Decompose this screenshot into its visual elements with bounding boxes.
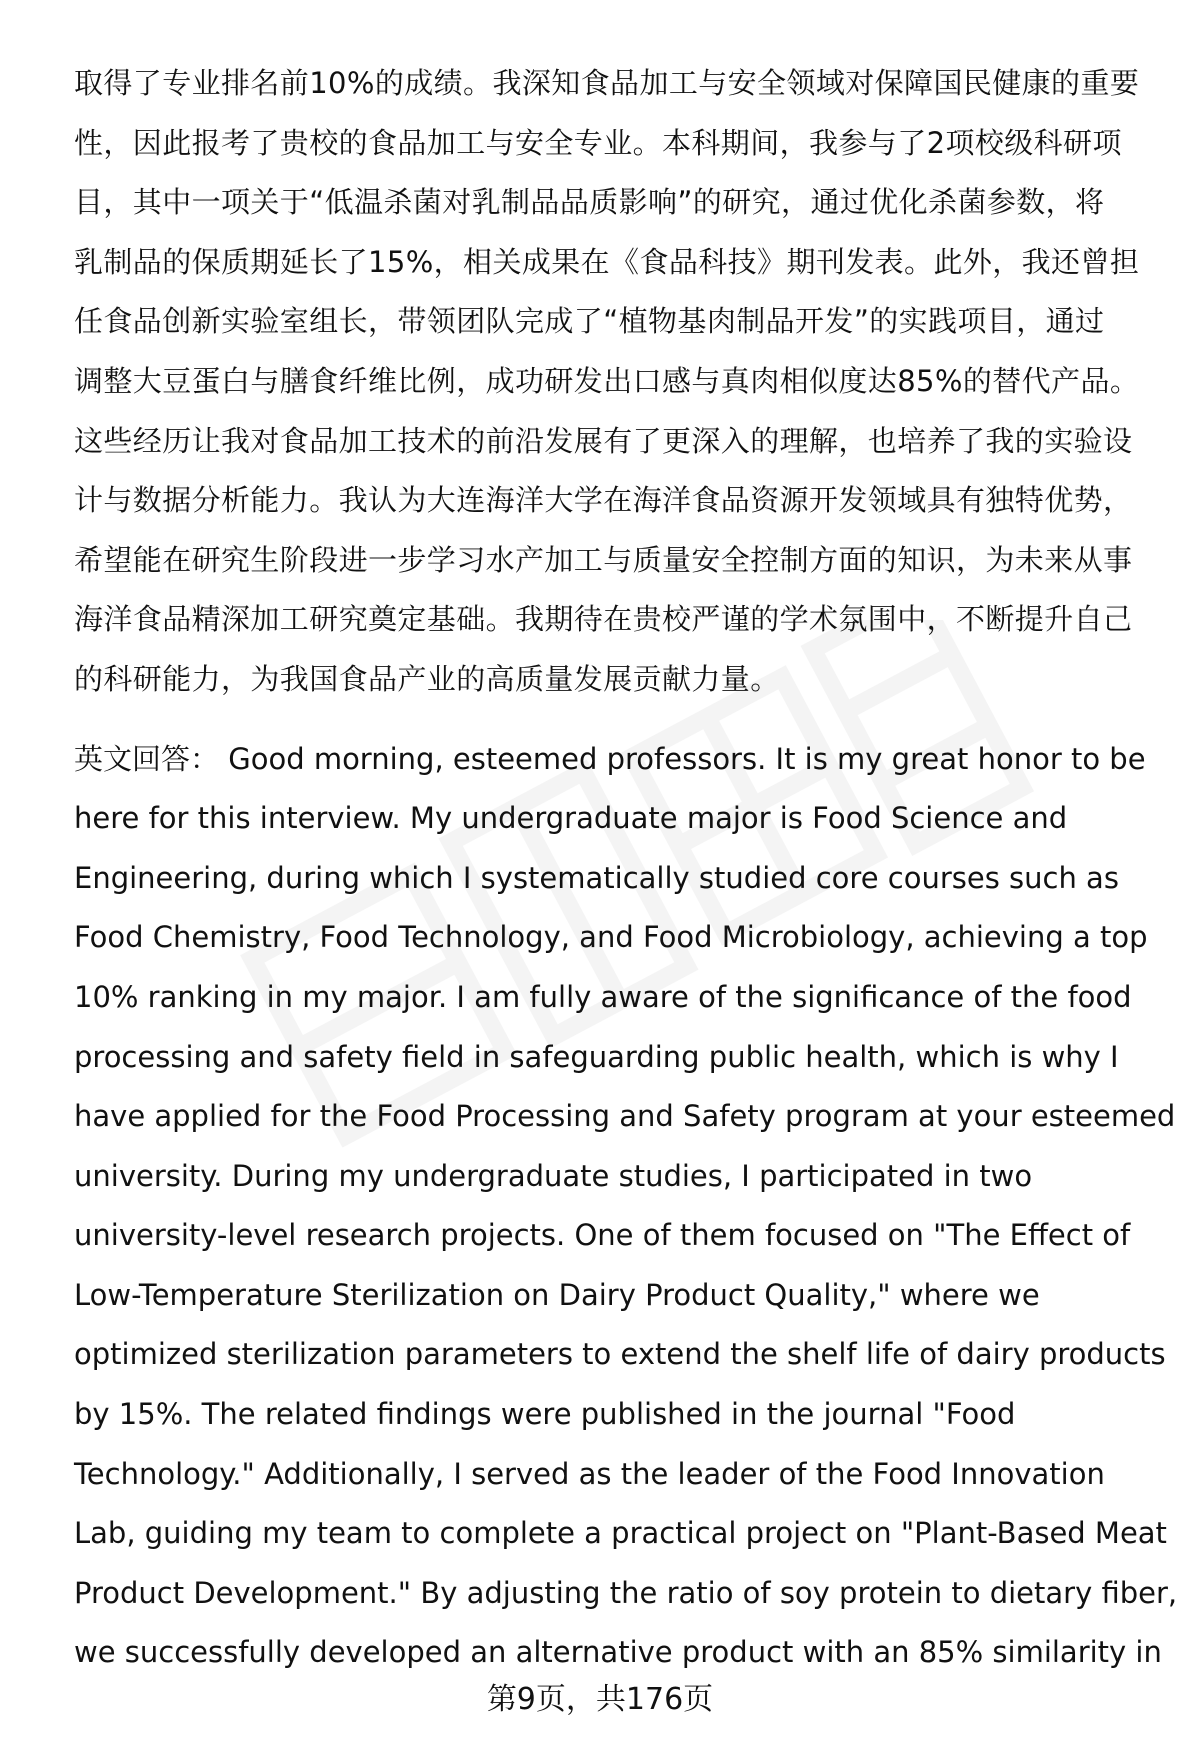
paragraph-line: 这些经历让我对食品加工技术的前沿发展有了更深入的理解，也培养了我的实验设 — [74, 423, 1133, 458]
paragraph-line: here for this interview. My undergraduate major is Food Science and — [74, 801, 1068, 836]
paragraph-line: 任食品创新实验室组长，带领团队完成了“植物基肉制品开发”的实践项目，通过 — [74, 304, 1105, 339]
paragraph-line — [74, 730, 1159, 790]
paragraph-line: 取得了专业排名前10%的成绩。我深知食品加工与安全领域对保障国民健康的重要 — [74, 66, 1140, 100]
paragraph-line: 性，因此报考了贵校的食品加工与安全专业。本科期间，我参与了2项校级科研项 — [74, 125, 1122, 160]
paragraph-line: by 15%. The related findings were published in the journal "Food — [74, 1397, 1016, 1432]
paragraph-line: Low-Temperature Sterilization on Dairy Product Quality," where we — [74, 1277, 1040, 1312]
paragraph-line: 希望能在研究生阶段进一步学习水产加工与质量安全控制方面的知识，为未来从事 — [74, 542, 1133, 577]
paragraph-line: Technology." Additionally, I served as the leader of the Food Innovation — [74, 1456, 1105, 1491]
paragraph-line: Engineering, during which I systematically studied core courses such as — [74, 860, 1119, 895]
paragraph-line-text: Good morning, esteemed professors. It is my great honor to be — [219, 741, 1146, 776]
paragraph-line: optimized sterilization parameters to extend the shelf life of dairy products — [74, 1337, 1166, 1372]
english-answer-label: 英文回答： — [74, 741, 220, 776]
english-answer-paragraph — [74, 730, 1178, 1684]
chinese-answer-paragraph — [74, 54, 1159, 710]
paragraph-line: have applied for the Food Processing and Safety program at your esteemed — [74, 1099, 1176, 1134]
paragraph-line: 目，其中一项关于“低温杀菌对乳制品品质影响”的研究，通过优化杀菌参数，将 — [74, 185, 1105, 220]
paragraph-line: 乳制品的保质期延长了15%，相关成果在《食品科技》期刊发表。此外，我还曾担 — [74, 244, 1140, 279]
paragraph-line: 10% ranking in my major. I am fully aware of the significance of the food — [74, 979, 1132, 1014]
paragraph-line: 计与数据分析能力。我认为大连海洋大学在海洋食品资源开发领域具有独特优势， — [74, 483, 1133, 518]
paragraph-line: university-level research projects. One of them focused on "The Effect of — [74, 1218, 1131, 1253]
document-body — [74, 54, 1178, 1683]
paragraph-line: 海洋食品精深加工研究奠定基础。我期待在贵校严谨的学术氛围中，不断提升自己 — [74, 602, 1133, 637]
paragraph-line: processing and safety field in safeguarding public health, which is why I — [74, 1039, 1119, 1074]
paragraph-line: 的科研能力，为我国食品产业的高质量发展贡献力量。 — [74, 661, 780, 696]
page-number-footer: 第9页，共176页 — [486, 1682, 714, 1717]
paragraph-line: we successfully developed an alternative product with an 85% similarity in — [74, 1635, 1162, 1670]
paragraph-line: Product Development." By adjusting the ratio of soy protein to dietary fiber, — [74, 1575, 1178, 1610]
paragraph-line: Lab, guiding my team to complete a practical project on "Plant-Based Meat — [74, 1516, 1167, 1551]
paragraph-line: university. During my undergraduate studies, I participated in two — [74, 1158, 1033, 1193]
paragraph-line: Food Chemistry, Food Technology, and Food Microbiology, achieving a top — [74, 920, 1148, 955]
paragraph-line: 调整大豆蛋白与膳食纤维比例，成功研发出口感与真肉相似度达85%的替代产品。 — [74, 363, 1140, 398]
